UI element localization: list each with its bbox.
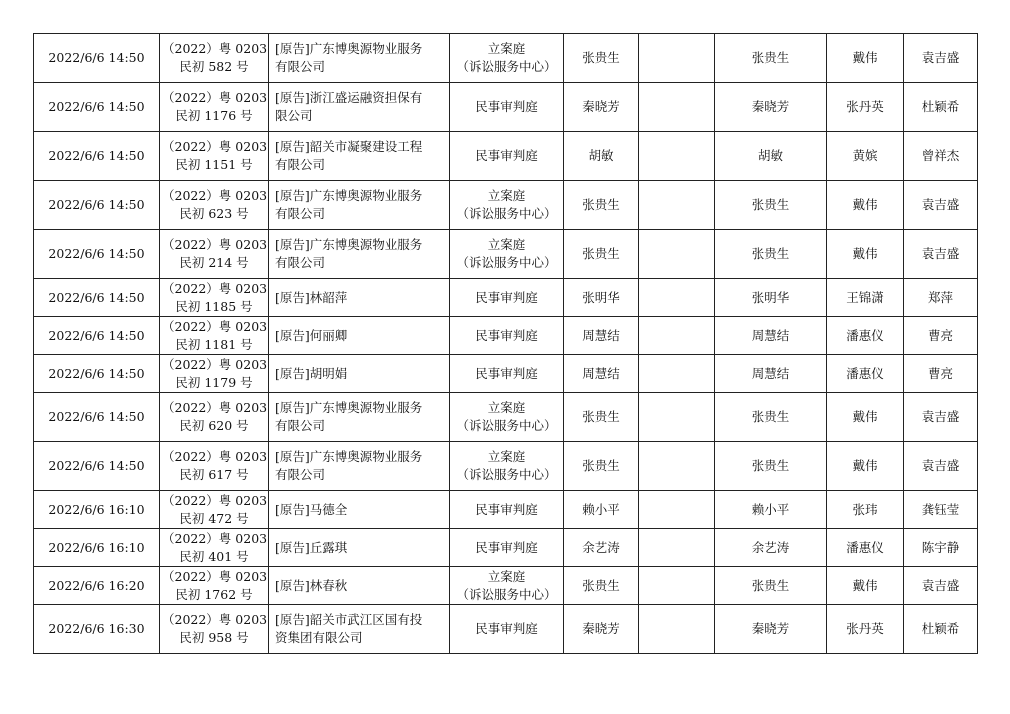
clerk-text: 潘惠仪 xyxy=(846,327,884,343)
party-text: [原告]马德全 xyxy=(275,501,348,517)
judge-cell xyxy=(564,442,639,491)
judge-cell xyxy=(564,83,639,132)
presiding-judge-text: 张明华 xyxy=(751,289,790,305)
case-number-text: （2022）粤 0203 xyxy=(162,41,268,56)
table-row xyxy=(34,317,978,355)
table-row xyxy=(34,230,978,279)
case-number-text: 民初 582 号 xyxy=(179,59,249,74)
clerk-text: 王锦潇 xyxy=(846,289,884,305)
presiding-judge-cell xyxy=(715,442,827,491)
case-number-text: （2022）粤 0203 xyxy=(162,188,268,203)
party-cell xyxy=(269,317,450,355)
judge-cell xyxy=(564,567,639,605)
clerk-text: 潘惠仪 xyxy=(846,539,884,555)
hearing-time-cell xyxy=(34,567,160,605)
judge-text: 余艺涛 xyxy=(582,539,620,555)
hearing-time-text: 2022/6/6 14:50 xyxy=(48,458,145,473)
member-text: 袁吉盛 xyxy=(921,577,960,593)
member-cell xyxy=(904,317,978,355)
case-number-text: （2022）粤 0203 xyxy=(162,318,268,334)
presiding-judge-text: 胡敏 xyxy=(757,148,783,163)
case-number-text: （2022）粤 0203 xyxy=(162,612,268,627)
judge-text: 秦晓芳 xyxy=(582,621,620,636)
court-cell xyxy=(450,491,564,529)
table-row xyxy=(34,529,978,567)
clerk-cell xyxy=(827,355,904,393)
court-text: 立案庭 xyxy=(487,449,526,464)
blank-cell xyxy=(639,567,715,605)
court-text: 立案庭 xyxy=(487,188,526,203)
case-number-cell xyxy=(160,230,269,279)
clerk-text: 戴伟 xyxy=(852,577,878,593)
court-text: 民事审判庭 xyxy=(475,501,538,517)
clerk-text: 潘惠仪 xyxy=(846,365,884,381)
hearing-schedule-table xyxy=(33,33,978,654)
case-number-text: 民初 214 号 xyxy=(179,255,249,270)
presiding-judge-text: 赖小平 xyxy=(751,501,790,517)
clerk-cell xyxy=(827,605,904,654)
member-text: 龚钰莹 xyxy=(921,501,960,517)
case-number-text: 民初 1151 号 xyxy=(175,157,253,172)
presiding-judge-cell xyxy=(715,279,827,317)
blank-cell xyxy=(639,355,715,393)
presiding-judge-text: 秦晓芳 xyxy=(751,99,790,114)
judge-text: 周慧结 xyxy=(582,327,620,343)
case-number-cell xyxy=(160,567,269,605)
presiding-judge-text: 张贵生 xyxy=(751,458,790,473)
presiding-judge-cell xyxy=(715,34,827,83)
clerk-text: 戴伟 xyxy=(852,458,878,473)
party-text: 资集团有限公司 xyxy=(275,630,363,645)
blank-cell xyxy=(639,34,715,83)
hearing-time-cell xyxy=(34,317,160,355)
table-row xyxy=(34,567,978,605)
blank-cell xyxy=(639,605,715,654)
presiding-judge-cell xyxy=(715,181,827,230)
judge-cell xyxy=(564,605,639,654)
presiding-judge-cell xyxy=(715,491,827,529)
judge-text: 张贵生 xyxy=(582,577,620,593)
member-text: 陈宇静 xyxy=(921,539,960,555)
court-cell xyxy=(450,317,564,355)
court-cell xyxy=(450,442,564,491)
court-cell xyxy=(450,605,564,654)
judge-text: 胡敏 xyxy=(588,148,614,163)
clerk-cell xyxy=(827,279,904,317)
member-text: 曹亮 xyxy=(927,365,953,381)
party-text: [原告]韶关市凝聚建设工程 xyxy=(275,139,423,154)
presiding-judge-text: 余艺涛 xyxy=(751,539,790,555)
case-number-text: 民初 1185 号 xyxy=(175,298,253,314)
party-text: [原告]林韶萍 xyxy=(275,289,348,305)
blank-cell xyxy=(639,83,715,132)
court-cell xyxy=(450,393,564,442)
presiding-judge-text: 张贵生 xyxy=(751,50,790,65)
table-body xyxy=(34,34,978,654)
clerk-cell xyxy=(827,230,904,279)
blank-cell xyxy=(639,442,715,491)
hearing-time-text: 2022/6/6 14:50 xyxy=(48,148,145,163)
hearing-time-text: 2022/6/6 16:20 xyxy=(48,577,145,593)
case-number-text: （2022）粤 0203 xyxy=(162,492,268,508)
member-text: 袁吉盛 xyxy=(921,246,960,261)
case-number-cell xyxy=(160,491,269,529)
case-number-cell xyxy=(160,83,269,132)
case-number-text: 民初 617 号 xyxy=(179,467,249,482)
party-text: [原告]胡明娟 xyxy=(275,365,348,381)
member-cell xyxy=(904,567,978,605)
presiding-judge-text: 张贵生 xyxy=(751,197,790,212)
court-text: 民事审判庭 xyxy=(475,365,538,381)
presiding-judge-cell xyxy=(715,393,827,442)
member-cell xyxy=(904,393,978,442)
court-cell xyxy=(450,83,564,132)
judge-cell xyxy=(564,355,639,393)
table-row xyxy=(34,605,978,654)
hearing-time-cell xyxy=(34,230,160,279)
case-number-text: （2022）粤 0203 xyxy=(162,449,268,464)
hearing-time-cell xyxy=(34,393,160,442)
court-text: （诉讼服务中心） xyxy=(456,418,557,433)
party-cell xyxy=(269,393,450,442)
case-number-text: （2022）粤 0203 xyxy=(162,139,268,154)
presiding-judge-text: 周慧结 xyxy=(751,327,790,343)
case-number-cell xyxy=(160,355,269,393)
party-text: [原告]丘露琪 xyxy=(275,539,348,555)
clerk-text: 张丹英 xyxy=(846,621,884,636)
judge-cell xyxy=(564,230,639,279)
judge-text: 周慧结 xyxy=(582,365,620,381)
court-cell xyxy=(450,181,564,230)
judge-text: 张贵生 xyxy=(582,458,620,473)
case-number-text: 民初 620 号 xyxy=(179,418,249,433)
clerk-cell xyxy=(827,181,904,230)
judge-cell xyxy=(564,529,639,567)
case-number-cell xyxy=(160,529,269,567)
clerk-text: 张玮 xyxy=(852,501,878,517)
hearing-time-text: 2022/6/6 14:50 xyxy=(48,327,145,343)
judge-cell xyxy=(564,34,639,83)
party-text: [原告]广东博奥源物业服务 xyxy=(275,237,423,252)
party-cell xyxy=(269,605,450,654)
party-text: [原告]何丽卿 xyxy=(275,327,348,343)
blank-cell xyxy=(639,181,715,230)
judge-cell xyxy=(564,491,639,529)
judge-text: 张贵生 xyxy=(582,409,620,424)
court-text: 立案庭 xyxy=(487,568,526,584)
party-cell xyxy=(269,567,450,605)
party-text: [原告]浙江盛运融资担保有 xyxy=(275,90,423,105)
member-cell xyxy=(904,529,978,567)
judge-cell xyxy=(564,181,639,230)
case-number-text: 民初 1181 号 xyxy=(175,336,253,352)
table-row xyxy=(34,181,978,230)
member-text: 袁吉盛 xyxy=(921,409,960,424)
member-cell xyxy=(904,442,978,491)
clerk-cell xyxy=(827,83,904,132)
court-text: 立案庭 xyxy=(487,41,526,56)
table-row xyxy=(34,442,978,491)
case-number-cell xyxy=(160,442,269,491)
party-cell xyxy=(269,230,450,279)
presiding-judge-cell xyxy=(715,355,827,393)
blank-cell xyxy=(639,491,715,529)
member-cell xyxy=(904,279,978,317)
member-cell xyxy=(904,181,978,230)
blank-cell xyxy=(639,317,715,355)
member-text: 曹亮 xyxy=(927,327,953,343)
table-row xyxy=(34,132,978,181)
clerk-cell xyxy=(827,442,904,491)
clerk-cell xyxy=(827,393,904,442)
member-cell xyxy=(904,230,978,279)
court-text: （诉讼服务中心） xyxy=(456,586,557,602)
hearing-time-text: 2022/6/6 14:50 xyxy=(48,50,145,65)
party-text: 有限公司 xyxy=(275,255,326,270)
court-text: （诉讼服务中心） xyxy=(456,59,557,74)
case-number-text: （2022）粤 0203 xyxy=(162,400,268,415)
party-text: [原告]林春秋 xyxy=(275,577,348,593)
party-text: [原告]韶关市武江区国有投 xyxy=(275,612,423,627)
court-text: 立案庭 xyxy=(487,400,526,415)
hearing-time-cell xyxy=(34,605,160,654)
case-number-text: 民初 401 号 xyxy=(179,548,249,564)
hearing-time-cell xyxy=(34,132,160,181)
case-number-text: 民初 1179 号 xyxy=(175,374,253,390)
party-text: 有限公司 xyxy=(275,206,326,221)
member-text: 杜颖希 xyxy=(921,621,960,636)
party-text: 有限公司 xyxy=(275,157,326,172)
judge-cell xyxy=(564,393,639,442)
hearing-time-cell xyxy=(34,442,160,491)
hearing-time-text: 2022/6/6 16:10 xyxy=(48,501,145,517)
clerk-text: 戴伟 xyxy=(852,197,878,212)
hearing-time-cell xyxy=(34,279,160,317)
member-text: 郑萍 xyxy=(927,289,953,305)
party-cell xyxy=(269,83,450,132)
case-number-cell xyxy=(160,393,269,442)
judge-text: 张贵生 xyxy=(582,246,620,261)
court-text: 立案庭 xyxy=(487,237,526,252)
blank-cell xyxy=(639,132,715,181)
court-cell xyxy=(450,230,564,279)
clerk-cell xyxy=(827,567,904,605)
case-number-text: 民初 1176 号 xyxy=(175,108,253,123)
clerk-text: 黄嫔 xyxy=(852,148,878,163)
hearing-time-cell xyxy=(34,491,160,529)
table-row xyxy=(34,279,978,317)
case-number-text: （2022）粤 0203 xyxy=(162,356,268,372)
court-text: 民事审判庭 xyxy=(475,148,538,163)
member-cell xyxy=(904,491,978,529)
hearing-time-cell xyxy=(34,181,160,230)
hearing-time-text: 2022/6/6 16:30 xyxy=(48,621,145,636)
member-text: 袁吉盛 xyxy=(921,197,960,212)
presiding-judge-cell xyxy=(715,132,827,181)
court-text: （诉讼服务中心） xyxy=(456,206,557,221)
presiding-judge-cell xyxy=(715,317,827,355)
judge-text: 张明华 xyxy=(582,289,620,305)
judge-text: 秦晓芳 xyxy=(582,99,620,114)
presiding-judge-text: 周慧结 xyxy=(751,365,790,381)
table-row xyxy=(34,393,978,442)
member-text: 袁吉盛 xyxy=(921,458,960,473)
case-number-text: 民初 1762 号 xyxy=(175,586,253,602)
party-text: [原告]广东博奥源物业服务 xyxy=(275,41,423,56)
member-cell xyxy=(904,132,978,181)
presiding-judge-cell xyxy=(715,230,827,279)
hearing-time-cell xyxy=(34,529,160,567)
court-text: 民事审判庭 xyxy=(475,327,538,343)
presiding-judge-text: 张贵生 xyxy=(751,246,790,261)
court-text: （诉讼服务中心） xyxy=(456,467,557,482)
party-cell xyxy=(269,491,450,529)
court-cell xyxy=(450,34,564,83)
member-cell xyxy=(904,34,978,83)
presiding-judge-text: 张贵生 xyxy=(751,577,790,593)
court-cell xyxy=(450,529,564,567)
judge-text: 张贵生 xyxy=(582,50,620,65)
member-cell xyxy=(904,605,978,654)
presiding-judge-cell xyxy=(715,529,827,567)
party-cell xyxy=(269,442,450,491)
member-text: 曾祥杰 xyxy=(921,148,960,163)
member-cell xyxy=(904,355,978,393)
court-text: （诉讼服务中心） xyxy=(456,255,557,270)
case-number-text: （2022）粤 0203 xyxy=(162,237,268,252)
party-cell xyxy=(269,34,450,83)
case-number-text: 民初 472 号 xyxy=(179,510,249,526)
case-number-cell xyxy=(160,132,269,181)
case-number-text: 民初 623 号 xyxy=(179,206,249,221)
clerk-cell xyxy=(827,317,904,355)
member-text: 杜颖希 xyxy=(921,99,960,114)
clerk-text: 戴伟 xyxy=(852,50,878,65)
court-text: 民事审判庭 xyxy=(475,539,538,555)
court-cell xyxy=(450,567,564,605)
court-cell xyxy=(450,279,564,317)
clerk-cell xyxy=(827,132,904,181)
case-number-text: （2022）粤 0203 xyxy=(162,530,268,546)
judge-cell xyxy=(564,279,639,317)
case-number-text: （2022）粤 0203 xyxy=(162,90,268,105)
case-number-text: （2022）粤 0203 xyxy=(162,568,268,584)
court-cell xyxy=(450,355,564,393)
judge-text: 赖小平 xyxy=(582,501,620,517)
hearing-time-text: 2022/6/6 14:50 xyxy=(48,99,145,114)
party-cell xyxy=(269,355,450,393)
case-number-cell xyxy=(160,279,269,317)
member-cell xyxy=(904,83,978,132)
clerk-cell xyxy=(827,491,904,529)
blank-cell xyxy=(639,279,715,317)
court-text: 民事审判庭 xyxy=(475,621,538,636)
hearing-time-cell xyxy=(34,83,160,132)
case-number-text: 民初 958 号 xyxy=(179,630,249,645)
hearing-time-text: 2022/6/6 16:10 xyxy=(48,539,145,555)
clerk-text: 戴伟 xyxy=(852,246,878,261)
hearing-time-text: 2022/6/6 14:50 xyxy=(48,409,145,424)
case-number-text: （2022）粤 0203 xyxy=(162,280,268,296)
party-text: [原告]广东博奥源物业服务 xyxy=(275,449,423,464)
court-text: 民事审判庭 xyxy=(475,289,538,305)
court-cell xyxy=(450,132,564,181)
party-text: 有限公司 xyxy=(275,59,326,74)
judge-text: 张贵生 xyxy=(582,197,620,212)
case-number-cell xyxy=(160,34,269,83)
presiding-judge-cell xyxy=(715,83,827,132)
party-cell xyxy=(269,529,450,567)
member-text: 袁吉盛 xyxy=(921,50,960,65)
clerk-cell xyxy=(827,34,904,83)
case-number-cell xyxy=(160,181,269,230)
clerk-text: 戴伟 xyxy=(852,409,878,424)
hearing-time-text: 2022/6/6 14:50 xyxy=(48,246,145,261)
hearing-time-cell xyxy=(34,355,160,393)
blank-cell xyxy=(639,529,715,567)
hearing-time-cell xyxy=(34,34,160,83)
judge-cell xyxy=(564,317,639,355)
party-text: [原告]广东博奥源物业服务 xyxy=(275,188,423,203)
clerk-cell xyxy=(827,529,904,567)
blank-cell xyxy=(639,230,715,279)
table-row xyxy=(34,83,978,132)
table-row xyxy=(34,355,978,393)
presiding-judge-cell xyxy=(715,605,827,654)
presiding-judge-cell xyxy=(715,567,827,605)
presiding-judge-text: 张贵生 xyxy=(751,409,790,424)
party-cell xyxy=(269,181,450,230)
case-number-cell xyxy=(160,605,269,654)
party-text: 限公司 xyxy=(275,108,313,123)
hearing-time-text: 2022/6/6 14:50 xyxy=(48,365,145,381)
party-cell xyxy=(269,132,450,181)
table-row xyxy=(34,34,978,83)
table-row xyxy=(34,491,978,529)
case-number-cell xyxy=(160,317,269,355)
party-text: 有限公司 xyxy=(275,467,326,482)
hearing-time-text: 2022/6/6 14:50 xyxy=(48,289,145,305)
blank-cell xyxy=(639,393,715,442)
presiding-judge-text: 秦晓芳 xyxy=(751,621,790,636)
party-text: [原告]广东博奥源物业服务 xyxy=(275,400,423,415)
judge-cell xyxy=(564,132,639,181)
party-cell xyxy=(269,279,450,317)
court-text: 民事审判庭 xyxy=(475,99,538,114)
clerk-text: 张丹英 xyxy=(846,99,884,114)
party-text: 有限公司 xyxy=(275,418,326,433)
hearing-time-text: 2022/6/6 14:50 xyxy=(48,197,145,212)
